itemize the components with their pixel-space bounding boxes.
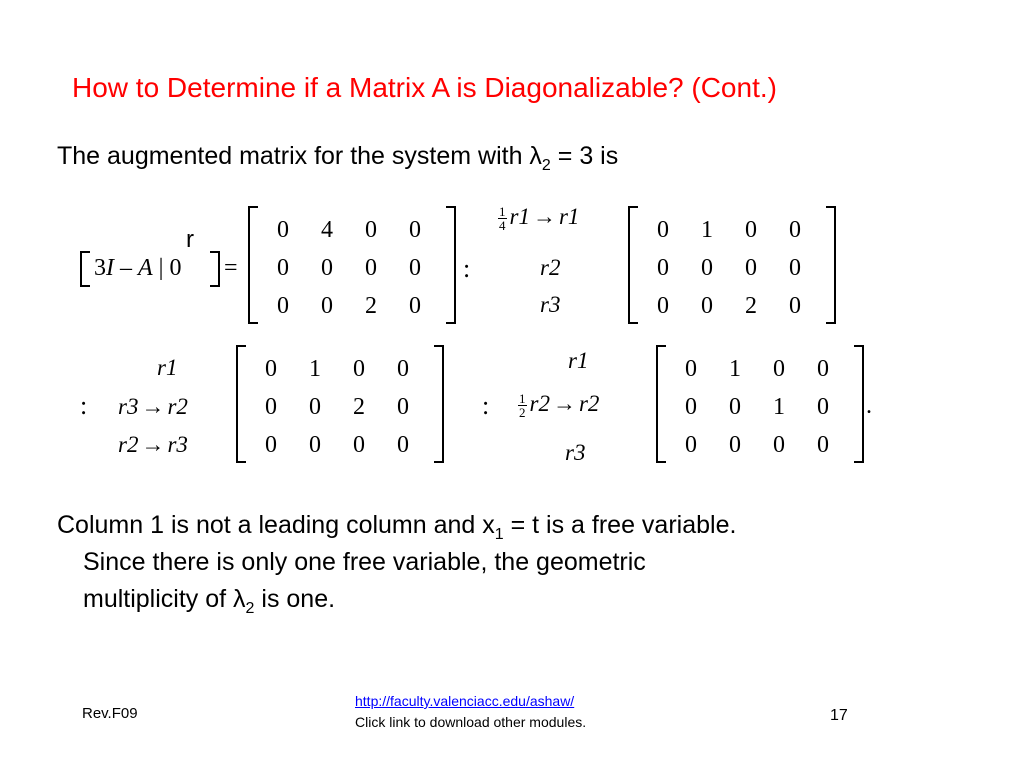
matrix-final [656, 345, 864, 463]
conclusion-text-end: = t is a free variable. [503, 511, 737, 539]
matrix-cell: 0 [789, 255, 801, 281]
matrix-cell: 0 [277, 217, 289, 243]
matrix-cell: 0 [817, 394, 829, 420]
arrow-icon: → [141, 394, 165, 419]
matrix-cell: 0 [365, 217, 377, 243]
matrix-cell: 0 [309, 432, 321, 458]
footer-link[interactable]: http://faculty.valenciacc.edu/ashaw/ [355, 693, 575, 709]
rowop1-r2: r2 [540, 255, 561, 280]
matrix-step2 [236, 345, 444, 463]
matrix-cell: 0 [701, 293, 713, 319]
rowop2-r2 [118, 395, 188, 418]
conclusion-line-2: Since there is only one free variable, the geometric [83, 548, 646, 576]
matrix-cell: 0 [745, 255, 757, 281]
op-to: r1 [558, 204, 580, 229]
final-period: . [866, 393, 872, 419]
matrix-right-bracket [434, 345, 444, 463]
lhs-right-bracket [210, 251, 220, 287]
fraction-one-quarter [498, 205, 507, 232]
matrix-cell: 0 [773, 356, 785, 382]
matrix-cell: 0 [309, 394, 321, 420]
matrix-cell: 0 [321, 255, 333, 281]
frac-den: 4 [499, 218, 506, 234]
conclusion-subscript: 1 [494, 526, 504, 543]
fraction-one-half [518, 392, 527, 419]
footer-revision: Rev.F09 [82, 705, 138, 722]
matrix-left-bracket [628, 206, 638, 324]
matrix-cell: 1 [309, 356, 321, 382]
matrix-right-bracket [446, 206, 456, 324]
op-to: r3 [167, 432, 188, 457]
matrix-cell: 0 [321, 293, 333, 319]
matrix-cell: 2 [745, 293, 757, 319]
matrix-cell: 0 [409, 217, 421, 243]
conclusion-subscript: 2 [245, 600, 255, 617]
matrix-cell: 0 [409, 255, 421, 281]
op-from: r3 [118, 394, 139, 419]
lhs-matrix-a: A [138, 255, 153, 281]
rowop3-r3: r3 [565, 440, 586, 465]
matrix-cell: 0 [685, 432, 697, 458]
matrix-cell: 1 [729, 356, 741, 382]
intro-subscript: 2 [541, 157, 551, 174]
matrix-cell: 0 [773, 432, 785, 458]
colon-3: : [482, 391, 490, 420]
op-to: r2 [167, 394, 188, 419]
matrix-cell: 0 [789, 293, 801, 319]
matrix-cell: 0 [277, 255, 289, 281]
intro-text [57, 144, 618, 174]
arrow-icon: → [141, 432, 165, 457]
matrix-cell: 2 [353, 394, 365, 420]
matrix-cell: 2 [365, 293, 377, 319]
rowop2-r3 [118, 433, 188, 456]
matrix-cell: 0 [657, 255, 669, 281]
colon-1: : [463, 254, 471, 283]
frac-den: 2 [519, 405, 526, 421]
matrix-left-bracket [236, 345, 246, 463]
arrow-icon: → [532, 204, 556, 229]
arrow-icon: → [552, 391, 576, 416]
stray-r-label: r [186, 226, 194, 253]
colon-2: : [80, 391, 88, 420]
lhs-augment-zero: | 0 [152, 255, 182, 281]
matrix-cell: 0 [265, 432, 277, 458]
lhs-expression [80, 251, 220, 287]
op-from: r1 [509, 204, 530, 229]
matrix-right-bracket [854, 345, 864, 463]
matrix-cell: 0 [729, 394, 741, 420]
matrix-cell: 0 [685, 394, 697, 420]
matrix-cell: 4 [321, 217, 333, 243]
matrix-cell: 0 [265, 356, 277, 382]
matrix-left-bracket [248, 206, 258, 324]
op-to: r2 [578, 391, 600, 416]
lhs-identity: I [106, 255, 114, 281]
matrix-cell: 0 [397, 356, 409, 382]
matrix-cell: 0 [397, 432, 409, 458]
matrix-cell: 1 [701, 217, 713, 243]
frac-num: 1 [519, 391, 526, 407]
matrix-cell: 0 [685, 356, 697, 382]
frac-num: 1 [499, 204, 506, 220]
conclusion-text: Column 1 is not a leading column and x [57, 511, 495, 539]
matrix-cell: 0 [353, 432, 365, 458]
matrix-initial [248, 206, 456, 324]
slide-title: How to Determine if a Matrix A is Diagonalizable? (Cont.) [72, 72, 777, 103]
op-from: r2 [529, 391, 550, 416]
matrix-cell: 0 [745, 217, 757, 243]
matrix-step1 [628, 206, 836, 324]
matrix-left-bracket [656, 345, 666, 463]
matrix-cell: 0 [701, 255, 713, 281]
page-number: 17 [830, 707, 848, 724]
matrix-cell: 0 [789, 217, 801, 243]
rowop3-r1: r1 [568, 348, 589, 373]
conclusion-line-1 [57, 513, 736, 543]
matrix-cell: 0 [817, 432, 829, 458]
matrix-cell: 0 [397, 394, 409, 420]
matrix-cell: 0 [657, 217, 669, 243]
lhs-coefficient: 3 [94, 255, 106, 281]
matrix-cell: 0 [353, 356, 365, 382]
matrix-cell: 1 [773, 394, 785, 420]
rowop2-r1: r1 [157, 355, 178, 380]
footer-note: Click link to download other modules. [355, 714, 587, 730]
matrix-cell: 0 [817, 356, 829, 382]
lhs-left-bracket [80, 251, 90, 287]
intro-text-end: = 3 is [550, 142, 619, 170]
intro-text-main: The augmented matrix for the system with λ [57, 142, 542, 170]
matrix-cell: 0 [365, 255, 377, 281]
lhs-text [94, 256, 181, 280]
matrix-cell: 0 [265, 394, 277, 420]
conclusion-text: multiplicity of λ [83, 585, 246, 613]
rowop1-r1 [498, 205, 579, 232]
conclusion-text-end: is one. [254, 585, 336, 613]
matrix-cell: 0 [409, 293, 421, 319]
matrix-cell: 0 [657, 293, 669, 319]
rowop3-r2 [518, 392, 599, 419]
rowop1-r3: r3 [540, 292, 561, 317]
op-from: r2 [118, 432, 139, 457]
conclusion-line-3 [83, 587, 335, 617]
matrix-cell: 0 [277, 293, 289, 319]
lhs-minus: – [114, 255, 138, 281]
matrix-cell: 0 [729, 432, 741, 458]
matrix-right-bracket [826, 206, 836, 324]
equals-sign: = [224, 255, 238, 281]
